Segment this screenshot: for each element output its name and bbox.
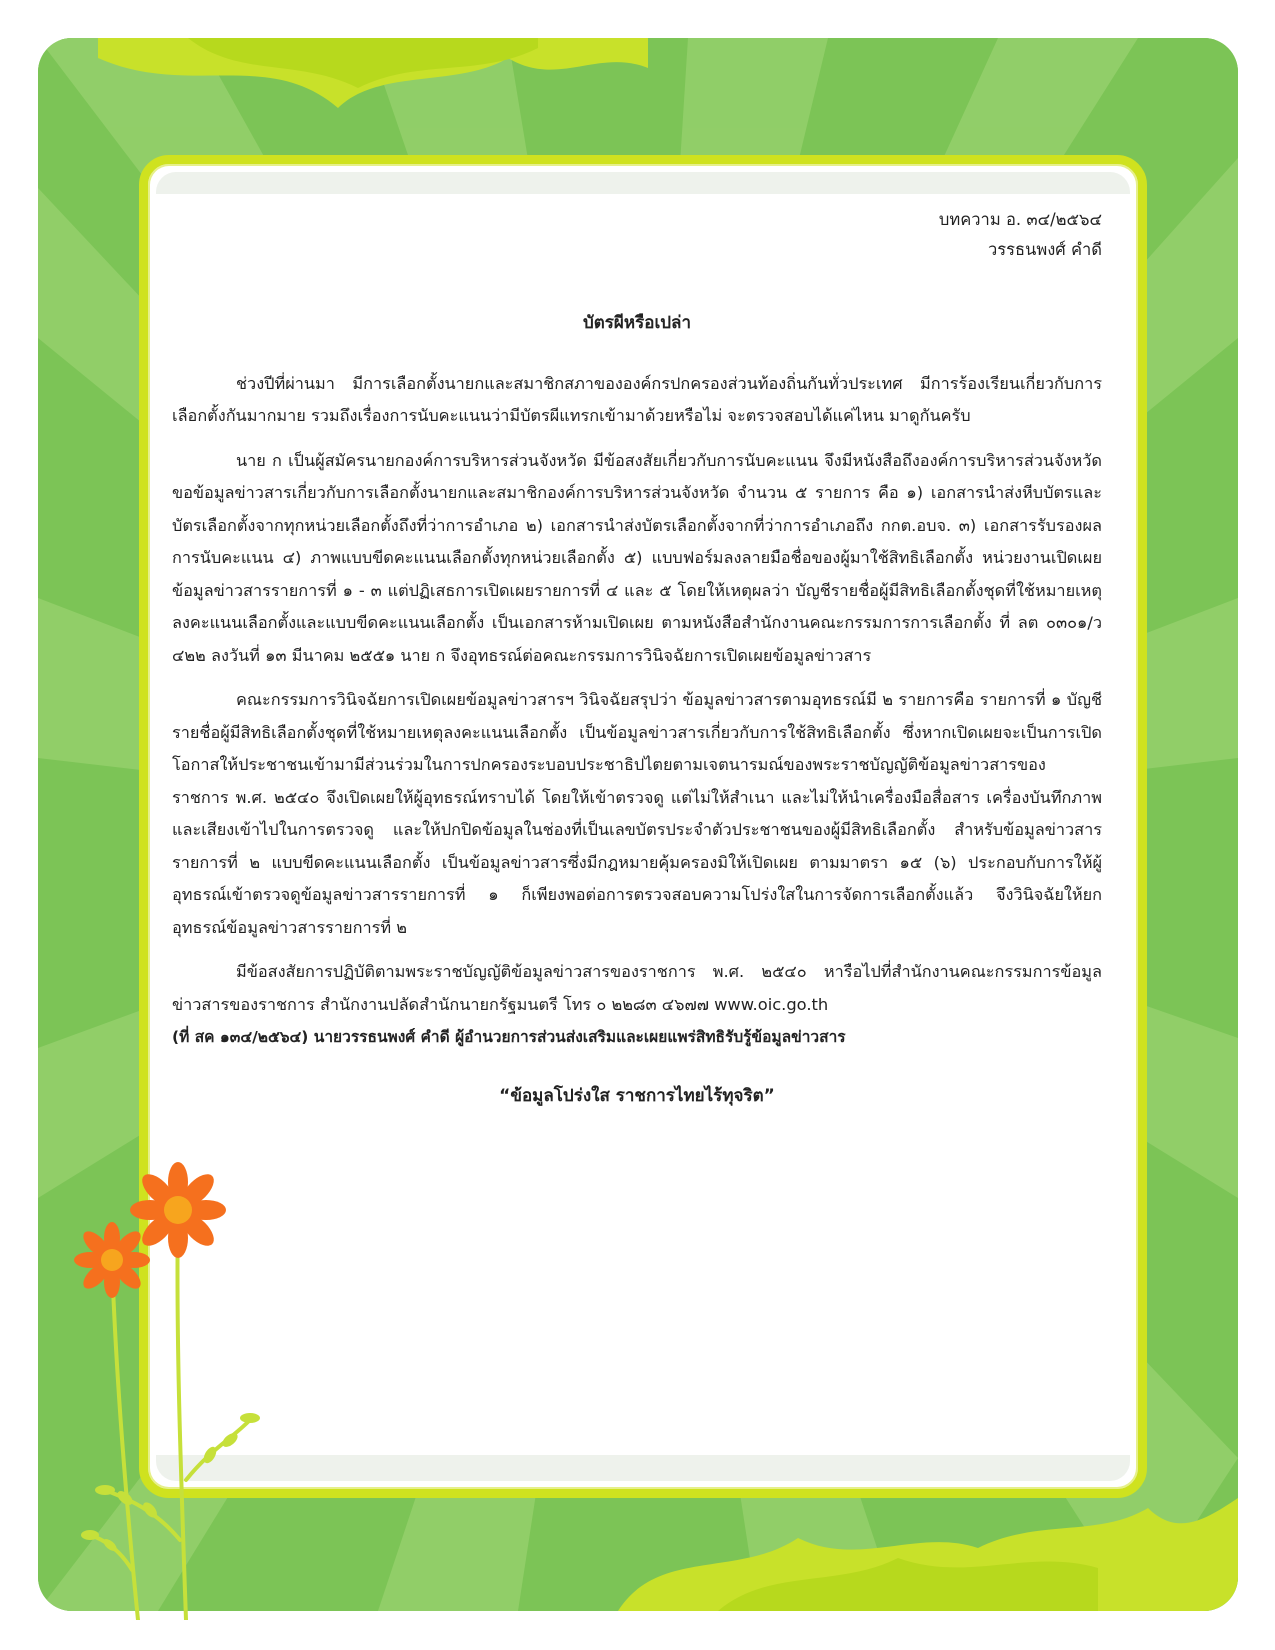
paragraph-ruling: คณะกรรมการวินิจฉัยการเปิดเผยข้อมูลข่าวสารฯ วินิจฉัยสรุปว่า ข้อมูลข่าวสารตามอุทธรณ์มี ๒ รายการคือ รายการที่ ๑ บัญชีรายชื่อผู้มีสิทธิเลือกตั้งชุดที่ใช้หมายเหตุลงคะแนนเลือกตั้ง เป็นข้อมูลข่าวสารเกี่ยวกับการใช้สิทธิเลือกตั้ง ซึ่งหากเปิดเผยจะเป็นการเปิดโอกาสให้ประชาชนเข้ามามีส่วนร่วมในการปกครองระบอบประชาธิปไตยตามเจตนารมณ์ของพระราชบัญญัติข้อมูลข่าวสารของราชการ พ.ศ. ๒๕๔๐ จึงเปิดเผยให้ผู้อุทธรณ์ทราบได้ โดยให้เข้าตรวจดู แต่ไม่ให้สำเนา และไม่ให้นำเครื่องมือสื่อสาร เครื่องบันทึกภาพและเสียงเข้าไปในการตรวจดู และให้ปกปิดข้อมูลในช่องที่เป็นเลขบัตรประจำตัวประชาชนของผู้มีสิทธิเลือกตั้ง สำหรับข้อมูลข่าวสารรายการที่ ๒ แบบขีดคะแนนเลือกตั้ง เป็นข้อมูลข่าวสารซึ่งมีกฎหมายคุ้มครองมิให้เปิดเผย ตามมาตรา ๑๕ (๖) ประกอบกับการให้ผู้อุทธรณ์เข้าตรวจดูข้อมูลข่าวสารรายการที่ ๑ ก็เพียงพอต่อการตรวจสอบความโปร่งใสในการจัดการเลือกตั้งแล้ว จึงวินิจฉัยให้ยกอุทธรณ์ข้อมูลข่าวสารรายการที่ ๒ [172,690,1102,937]
reference-line: (ที่ สค ๑๓๔/๒๕๖๔) นายวรรธนพงศ์ คำดี ผู้อำนวยการส่วนส่งเสริมและเผยแพร่สิทธิรับรู้ข้อมูลข่าวสาร [172,1028,846,1046]
slogan: “ข้อมูลโปร่งใส ราชการไทยไร้ทุจริต” [499,1085,775,1106]
document-meta [172,205,1102,265]
paragraph-contact: มีข้อสงสัยการปฏิบัติตามพระราชบัญญัติข้อมูลข่าวสารของราชการ พ.ศ. ๒๕๔๐ หารือไปที่สำนักงานคณะกรรมการข้อมูลข่าวสารของราชการ สำนักงานปลัดสำนักนายกรัฐมนตรี โทร ๐ ๒๒๘๓ ๔๖๗๗ www.oic.go.th [172,962,1102,1014]
document-content [172,205,1102,1112]
article-title: บัตรผีหรือเปล่า [582,313,692,333]
doc-number: บทความ อ. ๓๔/๒๕๖๔ [938,210,1102,229]
paragraph-case: นาย ก เป็นผู้สมัครนายกองค์การบริหารส่วนจังหวัด มีข้อสงสัยเกี่ยวกับการนับคะแนน จึงมีหนังสือถึงองค์การบริหารส่วนจังหวัด ขอข้อมูลข่าวสารเกี่ยวกับการเลือกตั้งนายกและสมาชิกองค์การบริหารส่วนจังหวัด จำนวน ๕ รายการ คือ ๑) เอกสารนำส่งหีบบัตรและบัตรเลือกตั้งจากทุกหน่วยเลือกตั้งถึงที่ว่าการอำเภอ ๒) เอกสารนำส่งบัตรเลือกตั้งจากที่ว่าการอำเภอถึง กกต.อบจ. ๓) เอกสารรับรองผลการนับคะแนน ๔) ภาพแบบขีดคะแนนเลือกตั้งทุกหน่วยเลือกตั้ง ๕) แบบฟอร์มลงลายมือชื่อของผู้มาใช้สิทธิเลือกตั้ง หน่วยงานเปิดเผยข้อมูลข่าวสารรายการที่ ๑ - ๓ แต่ปฏิเสธการเปิดเผยรายการที่ ๔ และ ๕ โดยให้เหตุผลว่า บัญชีรายชื่อผู้มีสิทธิเลือกตั้งชุดที่ใช้หมายเหตุลงคะแนนเลือกตั้งและแบบขีดคะแนนเลือกตั้ง เป็นเอกสารห้ามเปิดเผย ตามหนังสือสำนักงานคณะกรรมการการเลือกตั้ง ที่ ลต ๐๓๐๑/ว ๔๒๒ ลงวันที่ ๑๓ มีนาคม ๒๕๕๑ นาย ก จึงอุทธรณ์ต่อคณะกรรมการวินิจฉัยการเปิดเผยข้อมูลข่าวสาร [172,450,1102,665]
flower-decoration [60,1150,320,1620]
paragraph-intro: ช่วงปีที่ผ่านมา มีการเลือกตั้งนายกและสมาชิกสภาขององค์กรปกครองส่วนท้องถิ่นกันทั่วประเทศ มีการร้องเรียนเกี่ยวกับการเลือกตั้งกันมากมาย รวมถึงเรื่องการนับคะแนนว่ามีบัตรผีแทรกเข้ามาด้วยหรือไม่ จะตรวจสอบได้แค่ไหน มาดูกันครับ [172,373,1102,425]
author-name: วรรธนพงศ์ คำดี [987,240,1102,259]
flower-icon [74,1162,226,1298]
